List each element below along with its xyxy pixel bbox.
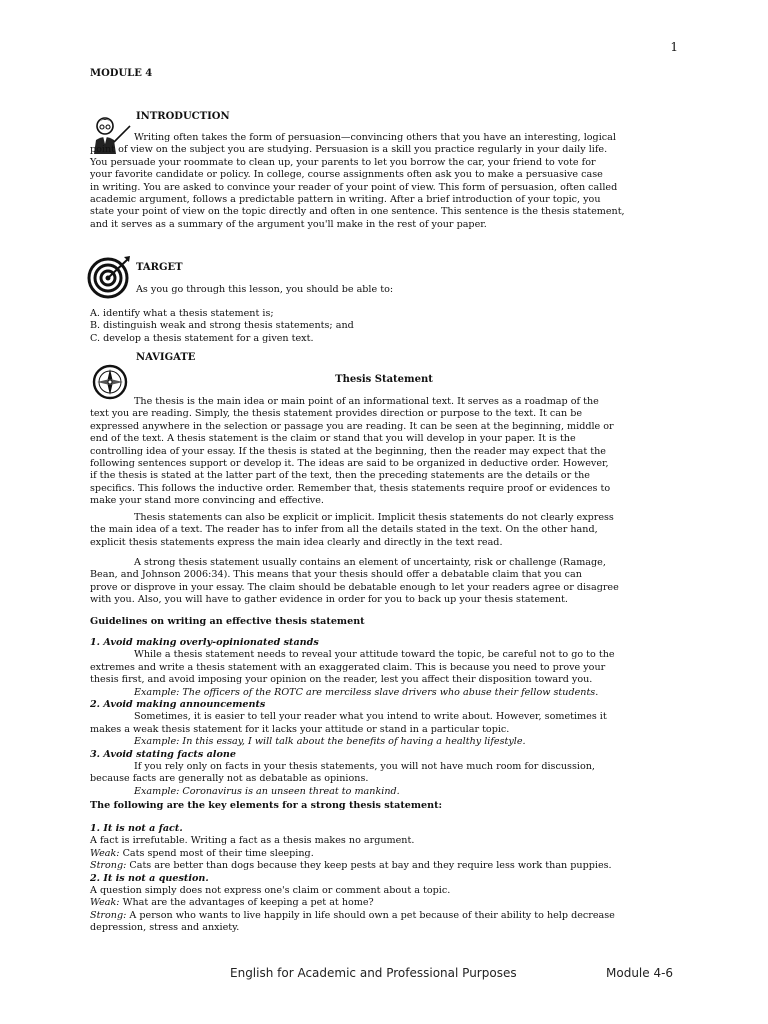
objective-item: C. develop a thesis statement for a given text. xyxy=(90,332,314,344)
text-line: in writing. You are asked to convince your reader of your point of view. This form of persuasion, often called xyxy=(90,181,618,193)
text-line: As you go through this lesson, you should be able to: xyxy=(136,284,394,295)
weak-example xyxy=(90,848,678,860)
text-line: Thesis statements can also be explicit or implicit. Implicit thesis statements do not clearly express xyxy=(134,512,614,523)
text-line: thesis first, and avoid imposing your opinion on the reader, lest you affect their disposition toward you. xyxy=(90,674,593,686)
guidelines-heading: Guidelines on writing an effective thesis statement xyxy=(90,616,365,627)
key-element-title: 2. It is not a question. xyxy=(90,872,209,884)
text-line: if the thesis is stated at the latter part of the text, then the preceding statements are the details or the xyxy=(90,470,590,482)
objective-item: A. identify what a thesis statement is; xyxy=(90,308,274,319)
guideline-title: 3. Avoid stating facts alone xyxy=(90,748,236,760)
introduction-heading: INTRODUCTION xyxy=(136,111,230,122)
text-line: prove or disprove in your essay. The claim should be debatable enough to let your readers agree or disagree xyxy=(90,581,619,593)
text-line: The thesis is the main idea or main point of an informational text. It serves as a roadmap of the xyxy=(134,396,599,407)
target-icon xyxy=(86,254,132,300)
thesis-paragraph-3 xyxy=(90,557,678,607)
strong-example xyxy=(90,860,678,872)
text-line: Writing often takes the form of persuasion—convincing others that you have an interesting, logical xyxy=(134,132,616,143)
objective-item: B. distinguish weak and strong thesis statements; and xyxy=(90,320,354,332)
strong-label: Strong: xyxy=(90,909,127,921)
navigate-heading: NAVIGATE xyxy=(136,352,196,363)
text-line: explicit thesis statements express the main idea clearly and directly in the text read. xyxy=(90,536,503,548)
text-line: extremes and write a thesis statement with an exaggerated claim. This is because you need to prove your xyxy=(90,661,606,673)
weak-text: Cats spend most of their time sleeping. xyxy=(119,847,314,859)
guideline-example: Example: The officers of the ROTC are merciless slave drivers who abuse their fellow students. xyxy=(134,686,599,698)
text-line: your favorite candidate or policy. In college, course assignments often ask you to make a persuasive case xyxy=(90,169,603,181)
text-line: following sentences support or develop it. The ideas are said to be organized in deductive order. However, xyxy=(90,458,609,470)
text-line: Sometimes, it is easier to tell your reader what you intend to write about. However, sometimes it xyxy=(134,711,607,723)
text-line: academic argument, follows a predictable pattern in writing. After a brief introduction of your topic, you xyxy=(90,194,601,206)
text-line: point of view on the subject you are studying. Persuasion is a skill you practice regularly in your daily life. xyxy=(90,144,608,156)
footer-course: English for Academic and Professional Purposes xyxy=(230,966,517,980)
text-line: make your stand more convincing and effective. xyxy=(90,495,324,507)
guidelines-list xyxy=(90,637,678,798)
weak-text: What are the advantages of keeping a pet at home? xyxy=(119,897,374,909)
text-line: specifics. This follows the inductive order. Remember that, thesis statements require proof or evidences to xyxy=(90,482,611,494)
guideline-title: 1. Avoid making overly-opinionated stands xyxy=(90,637,319,648)
text-line: state your point of view on the topic directly and often in one sentence. This sentence is the thesis statement, xyxy=(90,206,625,218)
weak-example xyxy=(90,897,678,909)
text-line: the main idea of a text. The reader has to infer from all the details stated in the text. On the other hand, xyxy=(90,524,598,536)
guideline-example: Example: In this essay, I will talk about the benefits of having a healthy lifestyle. xyxy=(134,736,526,748)
key-elements-list xyxy=(90,823,678,935)
key-element-desc: A question simply does not express one's claim or comment about a topic. xyxy=(90,885,451,897)
strong-example-continued: depression, stress and anxiety. xyxy=(90,922,240,934)
weak-label: Weak: xyxy=(90,847,120,859)
objectives-list xyxy=(90,308,678,345)
footer-module: Module 4-6 xyxy=(606,966,674,980)
target-heading: TARGET xyxy=(136,262,183,273)
text-line: because facts are generally not as debatable as opinions. xyxy=(90,773,369,785)
strong-text: A person who wants to live happily in life should own a pet because of their ability to help decrease xyxy=(126,909,615,921)
module-label: MODULE 4 xyxy=(90,68,153,79)
text-line: You persuade your roommate to clean up, your parents to let you borrow the car, your friend to vote for xyxy=(90,156,596,168)
page-number: 1 xyxy=(670,40,678,54)
text-line: controlling idea of your essay. If the thesis is stated at the beginning, then the reader may expect that the xyxy=(90,445,606,457)
strong-text: Cats are better than dogs because they keep pests at bay and they require less work than puppies. xyxy=(126,860,612,872)
thesis-paragraph-1 xyxy=(90,396,678,508)
key-elements-heading: The following are the key elements for a strong thesis statement: xyxy=(90,800,443,811)
thesis-paragraph-2 xyxy=(90,512,678,549)
text-line: If you rely only on facts in your thesis statements, you will not have much room for discussion, xyxy=(134,761,595,773)
key-element-title: 1. It is not a fact. xyxy=(90,823,183,834)
text-line: and it serves as a summary of the argument you'll make in the rest of your paper. xyxy=(90,218,487,230)
text-line: text you are reading. Simply, the thesis statement provides direction or purpose to the text. It can be xyxy=(90,408,583,420)
strong-example xyxy=(90,910,678,922)
thesis-statement-title: Thesis Statement xyxy=(335,374,433,385)
introduction-paragraph xyxy=(90,132,678,231)
key-element-desc: A fact is irrefutable. Writing a fact as a thesis makes no argument. xyxy=(90,835,415,847)
strong-label: Strong: xyxy=(90,860,127,872)
text-line: expressed anywhere in the selection or passage you are reading. It can be seen at the beginning, middle or xyxy=(90,420,614,432)
text-line: A strong thesis statement usually contains an element of uncertainty, risk or challenge (Ramage, xyxy=(134,557,606,568)
guideline-title: 2. Avoid making announcements xyxy=(90,699,266,711)
text-line: with you. Also, you will have to gather evidence in order for you to back up your thesis statement. xyxy=(90,594,568,606)
weak-label: Weak: xyxy=(90,897,120,909)
text-line: makes a weak thesis statement for it lacks your attitude or stand in a particular topic. xyxy=(90,723,510,735)
text-line: Bean, and Johnson 2006:34). This means that your thesis should offer a debatable claim that you can xyxy=(90,569,582,581)
text-line: While a thesis statement needs to reveal your attitude toward the topic, be careful not to go to the xyxy=(134,649,615,661)
guideline-example: Example: Coronavirus is an unseen threat to mankind. xyxy=(134,785,400,797)
target-intro xyxy=(136,284,676,296)
text-line: end of the text. A thesis statement is the claim or stand that you will develop in your paper. It is the xyxy=(90,433,576,445)
